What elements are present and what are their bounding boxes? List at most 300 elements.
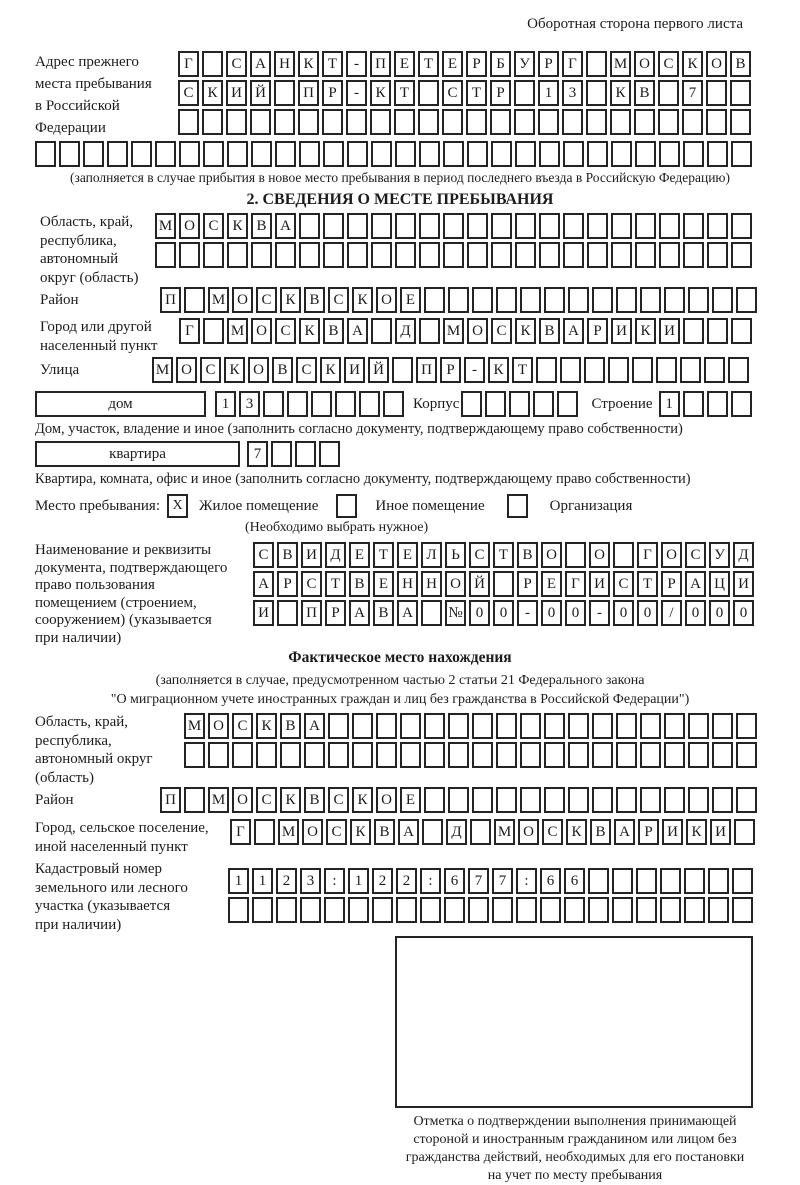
dom-cells: [215, 391, 407, 417]
char-cell: О: [661, 542, 682, 568]
label-line: при наличии): [35, 916, 122, 933]
char-cell: [252, 897, 273, 923]
prev-address-row-2: [178, 80, 754, 106]
char-cell: [443, 141, 464, 167]
gorod-block: [40, 318, 765, 355]
char-cell: 1: [215, 391, 236, 417]
char-cell: [560, 357, 581, 383]
char-cell: [704, 357, 725, 383]
char-cell: [520, 742, 541, 768]
char-cell: [707, 213, 728, 239]
char-cell: [731, 242, 752, 268]
char-cell: [383, 391, 404, 417]
char-cell: О: [467, 318, 488, 344]
char-cell: [448, 742, 469, 768]
char-cell: [299, 242, 320, 268]
char-cell: [731, 213, 752, 239]
kvartira-block: [35, 441, 765, 470]
char-cell: Т: [418, 51, 439, 77]
fact-oblast-row-1: [184, 713, 760, 739]
char-cell: [563, 141, 584, 167]
checkbox-inoe: [336, 494, 357, 518]
stroenie-label: Строение: [591, 396, 653, 412]
char-cell: К: [370, 80, 391, 106]
char-cell: [472, 287, 493, 313]
option-label-inoe: Иное помещение: [375, 497, 485, 514]
char-cell: [466, 109, 487, 135]
char-cell: [496, 742, 517, 768]
korpus-label: Корпус: [413, 396, 460, 412]
char-cell: [485, 391, 506, 417]
char-cell: [584, 357, 605, 383]
char-cell: [472, 713, 493, 739]
char-cell: А: [614, 819, 635, 845]
char-cell: П: [298, 80, 319, 106]
char-cell: С: [658, 51, 679, 77]
char-cell: А: [253, 571, 274, 597]
char-cell: Е: [400, 287, 421, 313]
oblast-row-1: [155, 213, 755, 239]
option-label-organizatsiya: Организация: [549, 497, 633, 514]
char-cell: [712, 787, 733, 813]
kvartira-cells: [247, 441, 343, 467]
label-line: Город, сельское поселение,: [35, 820, 209, 836]
char-cell: [448, 287, 469, 313]
char-cell: [712, 713, 733, 739]
char-cell: В: [304, 287, 325, 313]
char-cell: Т: [466, 80, 487, 106]
char-cell: [352, 713, 373, 739]
char-cell: К: [686, 819, 707, 845]
prev-address-block: [35, 51, 765, 139]
char-cell: О: [634, 51, 655, 77]
fact-gorod-block: [35, 819, 765, 856]
char-cell: Г: [179, 318, 200, 344]
char-cell: [202, 109, 223, 135]
char-cell: [300, 897, 321, 923]
char-cell: С: [328, 287, 349, 313]
char-cell: [319, 441, 340, 467]
char-cell: 1: [659, 391, 680, 417]
char-cell: [275, 141, 296, 167]
label-line: Кадастровый номер: [35, 861, 162, 877]
char-cell: [335, 391, 356, 417]
char-cell: /: [661, 600, 682, 626]
char-cell: С: [256, 287, 277, 313]
char-cell: [658, 109, 679, 135]
char-cell: [539, 141, 560, 167]
char-cell: К: [320, 357, 341, 383]
char-cell: Й: [250, 80, 271, 106]
char-cell: [376, 742, 397, 768]
fact-raion-block: [35, 787, 765, 816]
fact-oblast-block: [35, 713, 765, 787]
char-cell: [592, 713, 613, 739]
char-cell: [683, 318, 704, 344]
char-cell: К: [202, 80, 223, 106]
char-cell: [491, 242, 512, 268]
char-cell: 0: [685, 600, 706, 626]
char-cell: [324, 897, 345, 923]
char-cell: 0: [637, 600, 658, 626]
char-cell: А: [397, 600, 418, 626]
char-cell: Р: [325, 600, 346, 626]
char-cell: [496, 287, 517, 313]
label-line: республика,: [35, 732, 112, 749]
label-line: Область, край,: [40, 214, 134, 230]
char-cell: [588, 868, 609, 894]
char-cell: [467, 242, 488, 268]
char-cell: [635, 213, 656, 239]
char-cell: 1: [228, 868, 249, 894]
char-cell: [419, 213, 440, 239]
char-cell: [636, 868, 657, 894]
char-cell: [616, 787, 637, 813]
char-cell: [520, 287, 541, 313]
ulitsa-block: [40, 357, 765, 386]
char-cell: П: [416, 357, 437, 383]
char-cell: [493, 571, 514, 597]
mesto-label: Место пребывания:: [35, 497, 160, 514]
char-cell: [660, 868, 681, 894]
char-cell: С: [442, 80, 463, 106]
char-cell: [610, 109, 631, 135]
char-cell: Р: [277, 571, 298, 597]
char-cell: [616, 287, 637, 313]
raion-label: Район: [40, 292, 79, 308]
char-cell: [376, 713, 397, 739]
char-cell: [467, 213, 488, 239]
char-cell: 6: [564, 868, 585, 894]
char-cell: Й: [368, 357, 389, 383]
mesto-prebyvaniya-row: [35, 494, 765, 518]
prev-address-label: [35, 51, 178, 139]
gorod-label: [40, 318, 179, 355]
char-cell: С: [469, 542, 490, 568]
char-cell: [178, 109, 199, 135]
char-cell: [612, 868, 633, 894]
char-cell: В: [590, 819, 611, 845]
char-cell: -: [464, 357, 485, 383]
dom-caption: Дом, участок, владение и иное (заполнить согласно документу, подтверждающему право собственности): [35, 421, 683, 437]
char-cell: [155, 141, 176, 167]
char-cell: Н: [421, 571, 442, 597]
char-cell: Р: [538, 51, 559, 77]
char-cell: Ц: [709, 571, 730, 597]
char-cell: О: [251, 318, 272, 344]
char-cell: С: [613, 571, 634, 597]
char-cell: [328, 713, 349, 739]
char-cell: [731, 141, 752, 167]
char-cell: [664, 787, 685, 813]
char-cell: А: [304, 713, 325, 739]
char-cell: [424, 713, 445, 739]
char-cell: М: [152, 357, 173, 383]
char-cell: [538, 109, 559, 135]
char-cell: [592, 742, 613, 768]
char-cell: А: [563, 318, 584, 344]
char-cell: О: [302, 819, 323, 845]
char-cell: [712, 287, 733, 313]
char-cell: 0: [493, 600, 514, 626]
char-cell: О: [248, 357, 269, 383]
stamp-box: [395, 936, 753, 1108]
char-cell: [706, 109, 727, 135]
char-cell: [664, 713, 685, 739]
char-cell: [586, 109, 607, 135]
char-cell: П: [301, 600, 322, 626]
char-cell: С: [542, 819, 563, 845]
char-cell: С: [253, 542, 274, 568]
char-cell: -: [346, 51, 367, 77]
char-cell: [611, 242, 632, 268]
char-cell: [731, 318, 752, 344]
char-cell: [509, 391, 530, 417]
char-cell: [395, 213, 416, 239]
label-line: Федерации: [35, 120, 106, 136]
stamp-caption: [375, 1113, 775, 1185]
label-line: на учет по месту пребывания: [487, 1168, 663, 1183]
label-line: гражданства действий, необходимых для его постановки: [405, 1150, 745, 1165]
char-cell: [491, 141, 512, 167]
char-cell: [208, 742, 229, 768]
char-cell: И: [710, 819, 731, 845]
char-cell: [613, 542, 634, 568]
char-cell: В: [349, 571, 370, 597]
char-cell: [707, 141, 728, 167]
char-cell: [563, 242, 584, 268]
char-cell: Р: [466, 51, 487, 77]
char-cell: [640, 787, 661, 813]
char-cell: Е: [373, 571, 394, 597]
label-line: республика,: [40, 232, 117, 249]
char-cell: О: [518, 819, 539, 845]
char-cell: М: [184, 713, 205, 739]
char-cell: [472, 742, 493, 768]
char-cell: [608, 357, 629, 383]
char-cell: И: [589, 571, 610, 597]
label-line: при наличии): [35, 629, 122, 646]
char-cell: С: [275, 318, 296, 344]
char-cell: Р: [587, 318, 608, 344]
label-line: Отметка о подтверждении выполнения принимающей: [413, 1114, 737, 1129]
char-cell: М: [208, 787, 229, 813]
gorod-row: [179, 318, 755, 344]
char-cell: [491, 213, 512, 239]
char-cell: К: [280, 287, 301, 313]
char-cell: Г: [178, 51, 199, 77]
option-label-zhiloe: Жилое помещение: [199, 497, 319, 514]
char-cell: А: [685, 571, 706, 597]
fact-oblast-row-2: [184, 742, 760, 768]
char-cell: И: [226, 80, 247, 106]
char-cell: В: [634, 80, 655, 106]
char-cell: О: [445, 571, 466, 597]
char-cell: [544, 742, 565, 768]
char-cell: [418, 109, 439, 135]
char-cell: [448, 787, 469, 813]
oblast-cells: [155, 213, 755, 271]
char-cell: Т: [493, 542, 514, 568]
char-cell: С: [296, 357, 317, 383]
char-cell: [275, 242, 296, 268]
char-cell: [299, 141, 320, 167]
char-cell: [227, 141, 248, 167]
char-cell: М: [208, 287, 229, 313]
char-cell: [684, 868, 705, 894]
raion-row: [160, 287, 760, 313]
char-cell: [611, 213, 632, 239]
prev-address-row-4: [35, 141, 765, 167]
char-cell: [688, 742, 709, 768]
char-cell: [736, 713, 757, 739]
char-cell: К: [256, 713, 277, 739]
char-cell: [586, 51, 607, 77]
char-cell: [659, 213, 680, 239]
char-cell: -: [589, 600, 610, 626]
stroenie-cells: [659, 391, 755, 417]
char-cell: К: [224, 357, 245, 383]
char-cell: [568, 713, 589, 739]
korpus-cells: [461, 391, 581, 417]
char-cell: [311, 391, 332, 417]
char-cell: [736, 787, 757, 813]
char-cell: [490, 109, 511, 135]
fact-kadastr-label: [35, 860, 228, 934]
char-cell: Е: [397, 542, 418, 568]
char-cell: Л: [421, 542, 442, 568]
char-cell: И: [301, 542, 322, 568]
char-cell: [83, 141, 104, 167]
char-cell: :: [516, 868, 537, 894]
char-cell: У: [514, 51, 535, 77]
label-line: участка (указывается: [35, 898, 171, 914]
char-cell: [568, 787, 589, 813]
char-cell: 1: [348, 868, 369, 894]
char-cell: [396, 897, 417, 923]
raion-block: [40, 287, 765, 316]
char-cell: С: [226, 51, 247, 77]
label-line: в Российской: [35, 98, 120, 114]
char-cell: Н: [397, 571, 418, 597]
char-cell: Й: [469, 571, 490, 597]
char-cell: [359, 391, 380, 417]
char-cell: О: [176, 357, 197, 383]
char-cell: И: [344, 357, 365, 383]
char-cell: [254, 819, 275, 845]
char-cell: 6: [540, 868, 561, 894]
char-cell: [421, 600, 442, 626]
char-cell: П: [160, 787, 181, 813]
char-cell: К: [488, 357, 509, 383]
char-cell: [656, 357, 677, 383]
char-cell: [418, 80, 439, 106]
label-line: право пользования: [35, 577, 155, 593]
char-cell: А: [398, 819, 419, 845]
char-cell: И: [611, 318, 632, 344]
fact-kadastr-row-2: [228, 897, 756, 923]
char-cell: 3: [300, 868, 321, 894]
char-cell: :: [420, 868, 441, 894]
char-cell: Ь: [445, 542, 466, 568]
char-cell: [640, 713, 661, 739]
char-cell: С: [256, 787, 277, 813]
char-cell: [400, 742, 421, 768]
char-cell: [347, 213, 368, 239]
char-cell: [516, 897, 537, 923]
char-cell: И: [659, 318, 680, 344]
label-line: стороной и иностранным гражданином или лицом без: [413, 1132, 737, 1147]
char-cell: [544, 713, 565, 739]
char-cell: К: [635, 318, 656, 344]
char-cell: 0: [709, 600, 730, 626]
char-cell: [274, 80, 295, 106]
char-cell: [708, 868, 729, 894]
char-cell: К: [227, 213, 248, 239]
char-cell: [467, 141, 488, 167]
char-cell: А: [349, 600, 370, 626]
prev-address-row-3: [178, 109, 754, 135]
char-cell: [683, 391, 704, 417]
char-cell: [707, 242, 728, 268]
char-cell: [179, 141, 200, 167]
label-line: земельного или лесного: [35, 879, 188, 896]
label-line: округ (область): [40, 269, 139, 286]
char-cell: 0: [565, 600, 586, 626]
char-cell: [588, 897, 609, 923]
char-cell: [277, 600, 298, 626]
char-cell: [730, 80, 751, 106]
char-cell: Е: [541, 571, 562, 597]
char-cell: А: [250, 51, 271, 77]
char-cell: [179, 242, 200, 268]
char-cell: [680, 357, 701, 383]
char-cell: [568, 287, 589, 313]
char-cell: [736, 287, 757, 313]
char-cell: О: [208, 713, 229, 739]
char-cell: [184, 787, 205, 813]
char-cell: [732, 868, 753, 894]
char-cell: [712, 742, 733, 768]
char-cell: [298, 109, 319, 135]
char-cell: 7: [492, 868, 513, 894]
label-line: сооружением) (указывается: [35, 612, 212, 628]
char-cell: [347, 242, 368, 268]
label-line: Адрес прежнего: [35, 54, 139, 70]
char-cell: [392, 357, 413, 383]
char-cell: С: [232, 713, 253, 739]
char-cell: [640, 742, 661, 768]
char-cell: Д: [446, 819, 467, 845]
doc-block: [35, 542, 765, 647]
char-cell: Е: [442, 51, 463, 77]
doc-row-1: [253, 542, 757, 568]
prev-address-note: (заполняется в случае прибытия в новое место пребывания в период последнего въезда в Российскую Федерацию): [69, 170, 731, 185]
char-cell: [515, 242, 536, 268]
char-cell: [688, 713, 709, 739]
char-cell: [202, 51, 223, 77]
char-cell: М: [610, 51, 631, 77]
char-cell: 7: [247, 441, 268, 467]
char-cell: [734, 819, 755, 845]
char-cell: [565, 542, 586, 568]
char-cell: [515, 141, 536, 167]
char-cell: [371, 242, 392, 268]
char-cell: В: [730, 51, 751, 77]
char-cell: [468, 897, 489, 923]
fact-title: Фактическое место нахождения: [288, 649, 512, 666]
char-cell: [659, 242, 680, 268]
